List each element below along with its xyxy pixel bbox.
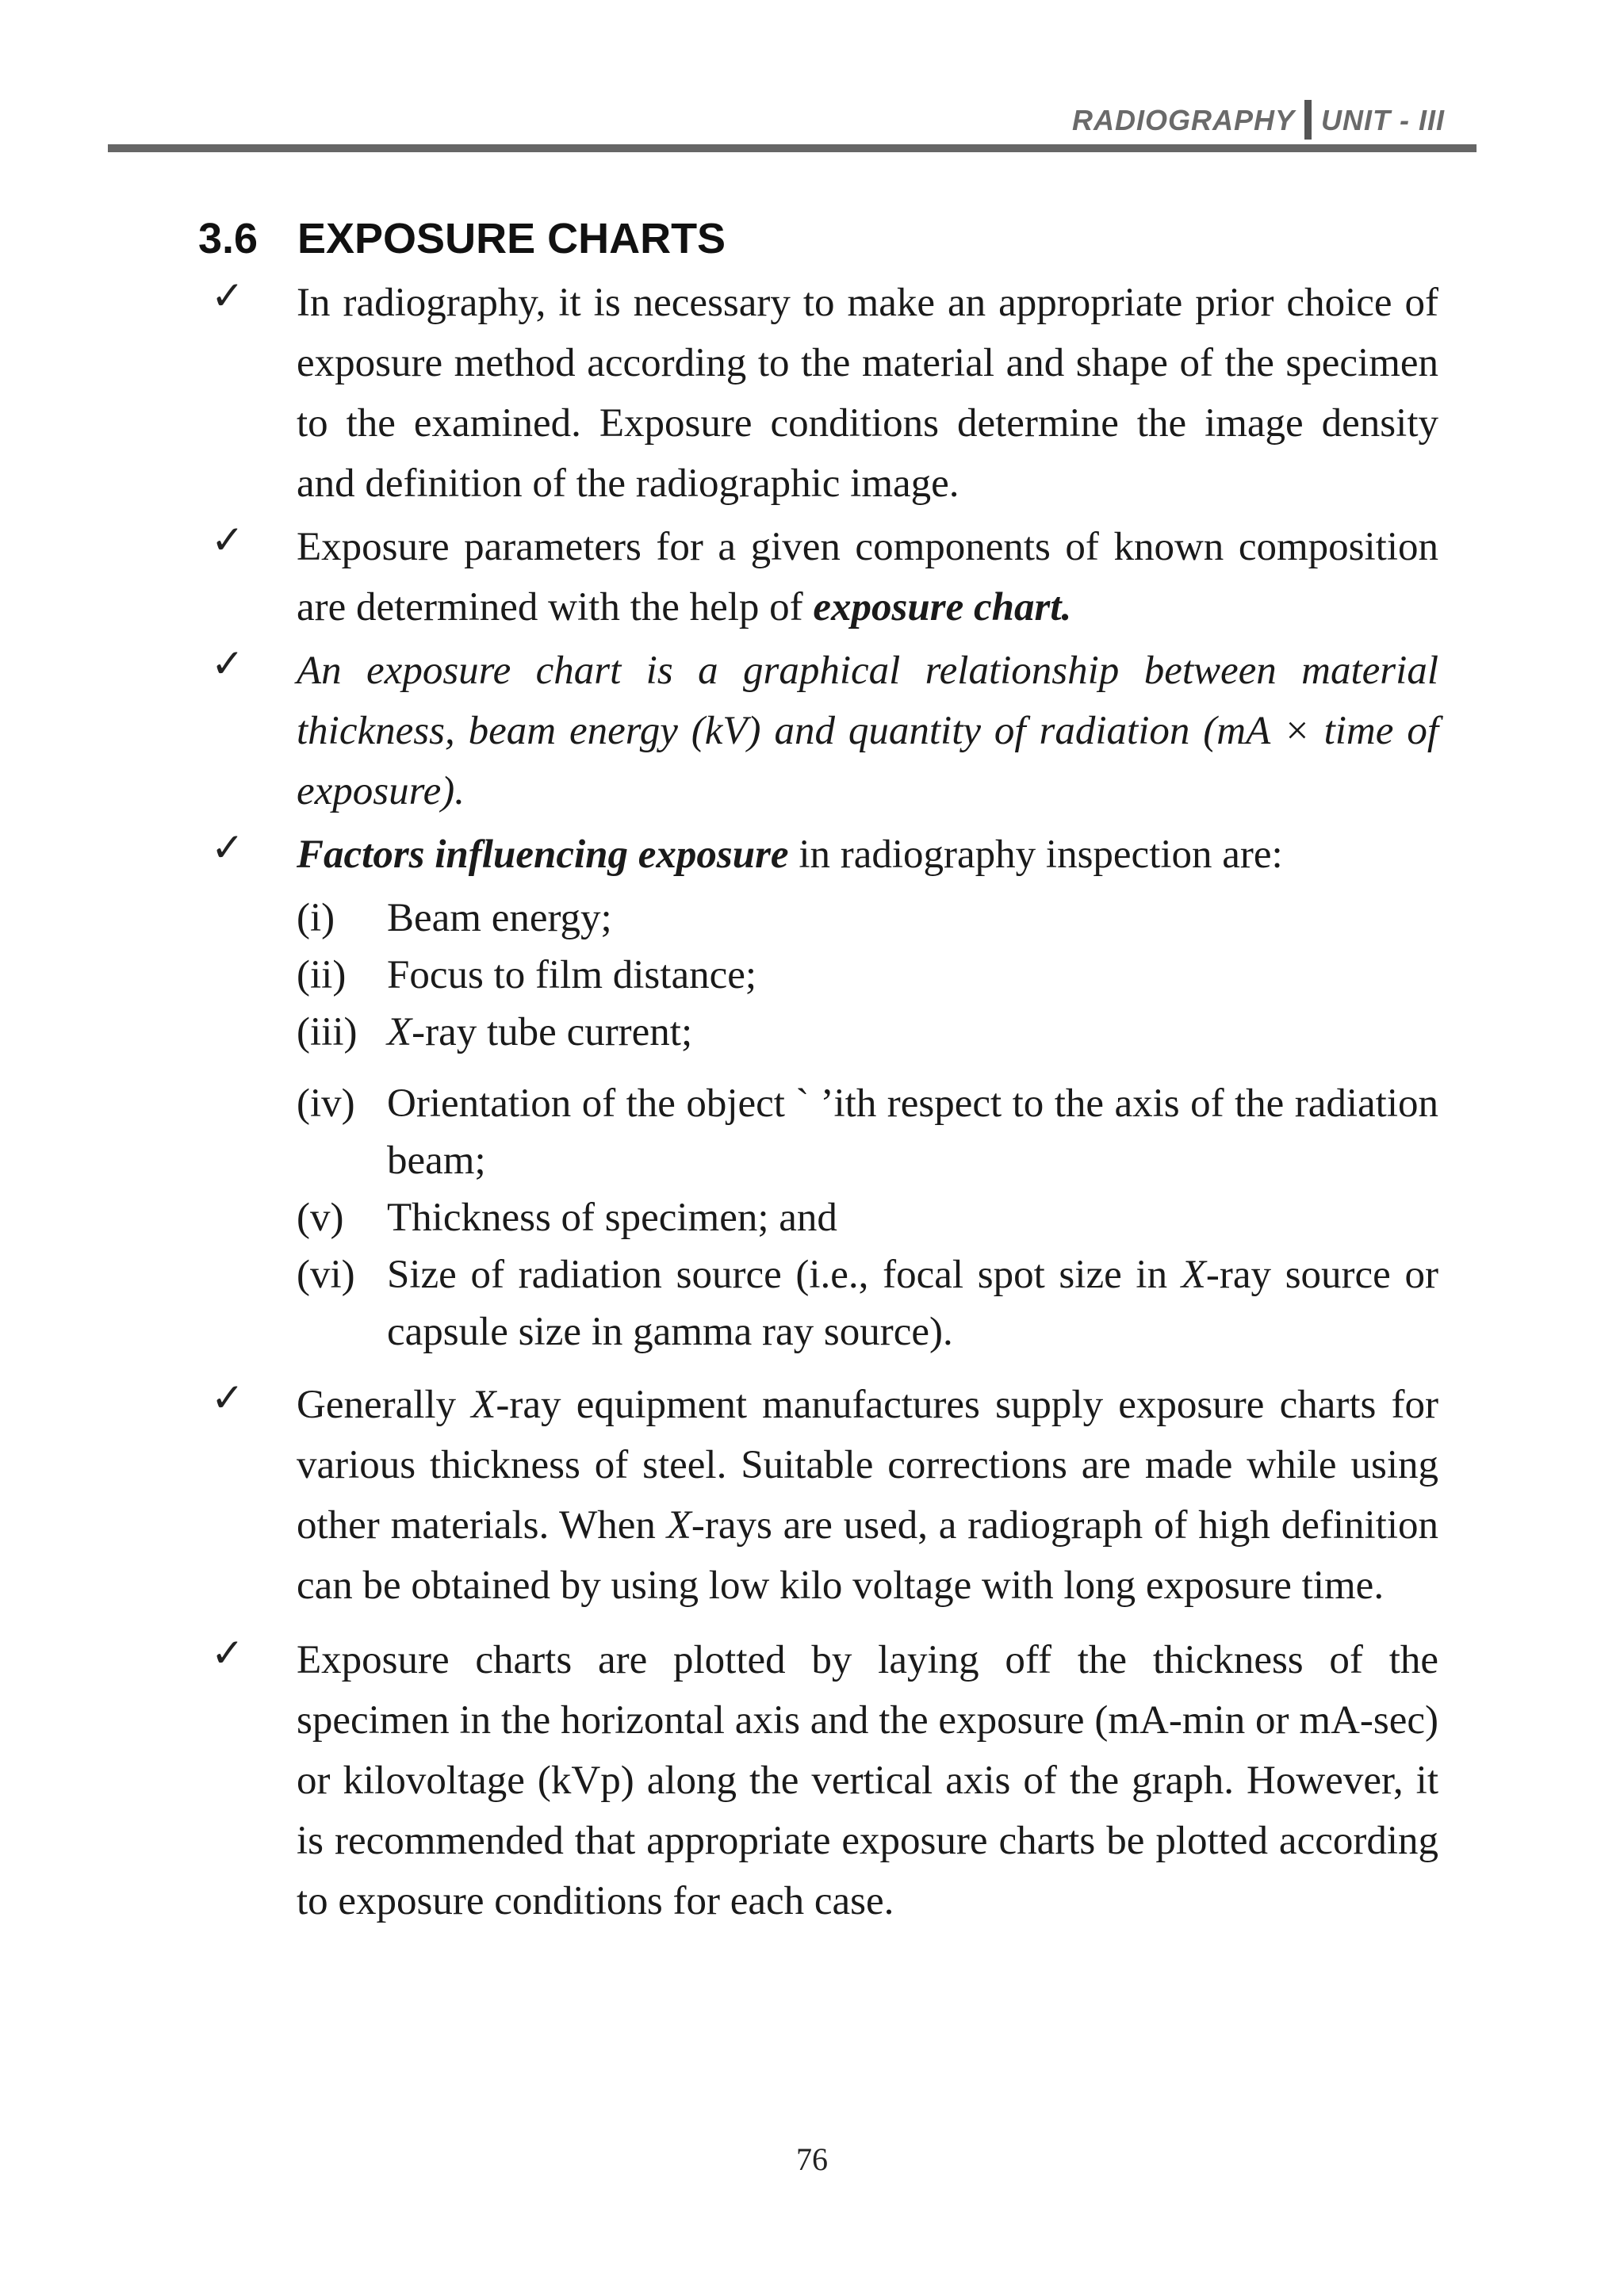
check-mark-icon: ✓ <box>211 1375 244 1421</box>
bullet-text-part: in radiography inspection are: <box>788 832 1283 877</box>
bullet-item <box>211 641 1438 821</box>
list-item-number: (vi) <box>297 1253 355 1297</box>
running-header <box>1072 100 1445 140</box>
bullet-text-part: -ray equipment manufactures supply exposure charts for various thickness of steel. Suitable corrections are made while using other materials. When <box>297 1383 1439 1548</box>
list-item <box>297 947 1438 1004</box>
list-item <box>297 1004 1438 1061</box>
section-body <box>211 273 1438 1934</box>
list-item-text: Thickness of specimen; and <box>387 1196 837 1240</box>
list-item-x-letter: X <box>387 1010 412 1054</box>
bullet-text <box>297 517 1438 637</box>
bullet-text: Exposure charts are plotted by laying off the thickness of the specimen in the horizontal axis and the exposure (mA-min or mA-sec) or kilovoltage (kVp) along the vertical axis of the graph. However, it is recommended that appropriate exposure charts be plotted according to exposure conditions for each case. <box>297 1638 1438 1923</box>
header-separator <box>1304 100 1312 140</box>
bullet-item <box>211 825 1438 1360</box>
bullet-text <box>297 825 1438 885</box>
list-item-text: -ray tube current; <box>412 1010 693 1054</box>
check-mark-icon: ✓ <box>211 517 244 563</box>
list-item-text: Orientation of the object ˋ ʼith respect to the axis of the radiation beam; <box>387 1081 1438 1183</box>
header-book-title: RADIOGRAPHY <box>1071 104 1295 136</box>
header-unit-label: UNIT - III <box>1321 104 1445 136</box>
section-number: 3.6 <box>198 215 259 262</box>
check-mark-icon: ✓ <box>211 1630 244 1676</box>
bullet-item <box>211 1630 1438 1931</box>
list-item-text-part: Size of radiation source (i.e., focal spot size in <box>387 1253 1182 1297</box>
bullet-item <box>211 273 1438 514</box>
page-header <box>108 94 1477 152</box>
list-item <box>297 890 1438 947</box>
list-item-number: (v) <box>297 1196 344 1240</box>
emphasis-exposure-chart: exposure chart. <box>813 585 1072 629</box>
list-item-x-letter: X <box>1181 1253 1206 1297</box>
bullet-text-part: Exposure parameters for a given components of known composition are determined with the help of <box>297 525 1438 629</box>
section-heading <box>198 214 726 263</box>
list-item-text: Beam energy; <box>387 896 612 940</box>
list-item-number: (ii) <box>297 953 347 997</box>
bullet-item <box>211 517 1438 637</box>
list-item-number: (iv) <box>297 1081 355 1126</box>
list-item-text: Focus to film distance; <box>387 953 757 997</box>
x-letter: X <box>471 1383 496 1427</box>
x-letter: X <box>666 1503 691 1548</box>
bullet-text-part: Generally <box>297 1383 472 1427</box>
list-item-number: (iii) <box>297 1010 358 1054</box>
list-item <box>297 1189 1438 1246</box>
bullet-text <box>297 1375 1438 1616</box>
check-mark-icon: ✓ <box>211 641 244 687</box>
emphasis-factors: Factors influencing exposure <box>297 832 789 877</box>
section-title: EXPOSURE CHARTS <box>297 215 726 262</box>
bullet-text-definition: An exposure chart is a graphical relationship between material thickness, beam energy (kV) and quantity of radiation (mA × time of exposure). <box>297 649 1438 813</box>
check-mark-icon: ✓ <box>211 825 244 871</box>
list-item-text-part: -ray source or capsule size in gamma ray source). <box>387 1253 1438 1354</box>
bullet-item <box>211 1375 1438 1616</box>
page-number: 76 <box>796 2141 828 2177</box>
list-item-number: (i) <box>297 896 335 940</box>
check-mark-icon: ✓ <box>211 273 244 319</box>
factors-list <box>297 890 1438 1360</box>
bullet-text: In radiography, it is necessary to make an appropriate prior choice of exposure method according to the material and shape of the specimen to the examined. Exposure conditions determine the image density and definition of the radiographic image. <box>297 281 1438 506</box>
list-item <box>297 1246 1438 1360</box>
list-item <box>297 1075 1438 1189</box>
bullet-text-part: -rays are used, a radiograph of high definition can be obtained by using low kilo voltage with long exposure time. <box>297 1503 1439 1608</box>
